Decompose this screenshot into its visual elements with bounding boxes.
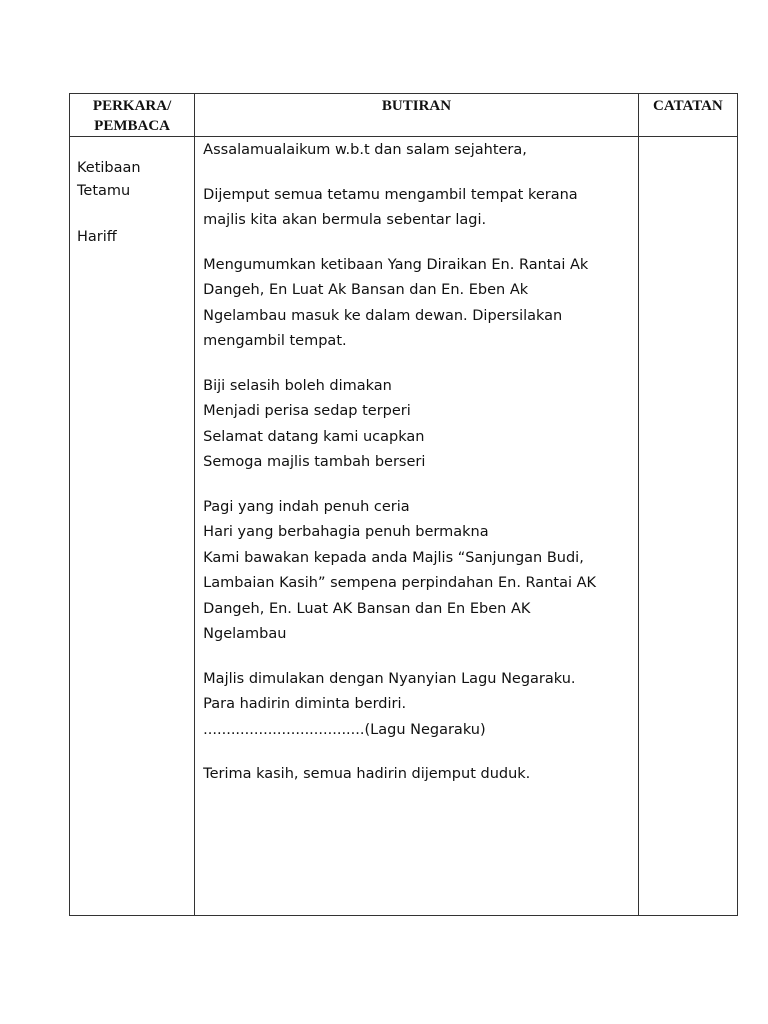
text-line: Pagi yang indah penuh ceria (203, 498, 410, 515)
text-line: Biji selasih boleh dimakan (203, 377, 392, 394)
text-line: mengambil tempat. (203, 333, 347, 349)
text-line: Para hadirin diminta berdiri. (203, 696, 407, 712)
text-line: Menjadi perisa sedap terperi (203, 403, 411, 419)
paragraph-pantun-1 (203, 374, 634, 476)
header-butiran (195, 94, 639, 137)
table-header-row (70, 94, 738, 137)
perkara-line-ketibaan: Ketibaan (77, 160, 141, 176)
paragraph-thanks (203, 762, 634, 788)
text-line: Dangeh, En Luat Ak Bansan dan En. Eben Ak (203, 282, 529, 298)
text-line: Lambaian Kasih” sempena perpindahan En. Rantai AK (203, 575, 597, 591)
perkara-line-tetamu: Tetamu (77, 183, 131, 199)
perkara-gap (77, 203, 194, 226)
text-line: Majlis dimulakan dengan Nyanyian Lagu Negaraku. (203, 670, 576, 687)
text-line: Dijemput semua tetamu mengambil tempat kerana (203, 186, 578, 203)
header-perkara-line1: PERKARA/ (92, 98, 172, 114)
event-script-table (69, 93, 738, 916)
paragraph-greeting (203, 138, 634, 164)
text-line: Terima kasih, semua hadirin dijemput duduk. (203, 766, 531, 782)
paragraph-invite-seating (203, 183, 634, 234)
text-line: Hari yang berbahagia penuh bermakna (203, 524, 489, 540)
text-line: Ngelambau (203, 626, 287, 642)
paragraph-anthem (203, 667, 634, 744)
perkara-line-reader: Hariff (77, 229, 117, 245)
table-row (70, 137, 738, 916)
text-line: Selamat datang kami ucapkan (203, 428, 425, 445)
text-line: Kami bawakan kepada anda Majlis “Sanjungan Budi, (203, 549, 584, 566)
text-line: majlis kita akan bermula sebentar lagi. (203, 212, 487, 228)
text-line: Assalamualaikum w.b.t dan salam sejahtera, (203, 142, 527, 158)
text-line: ...................................(Lagu Negaraku) (203, 721, 486, 738)
paragraph-pantun-2 (203, 495, 634, 648)
header-butiran-label: BUTIRAN (381, 98, 452, 114)
text-line: Semoga majlis tambah berseri (203, 454, 426, 470)
perkara-cell (70, 137, 195, 916)
catatan-cell (638, 137, 737, 916)
paragraph-announcement (203, 253, 634, 355)
butiran-cell (195, 137, 639, 916)
text-line: Dangeh, En. Luat AK Bansan dan En Eben AK (203, 600, 531, 617)
text-line: Mengumumkan ketibaan Yang Diraikan En. Rantai Ak (203, 256, 589, 273)
header-catatan-label: CATATAN (653, 98, 723, 114)
text-line: Ngelambau masuk ke dalam dewan. Dipersilakan (203, 307, 563, 324)
header-catatan (638, 94, 737, 137)
header-perkara-pembaca (70, 94, 195, 137)
header-perkara-line2: PEMBACA (94, 118, 170, 134)
